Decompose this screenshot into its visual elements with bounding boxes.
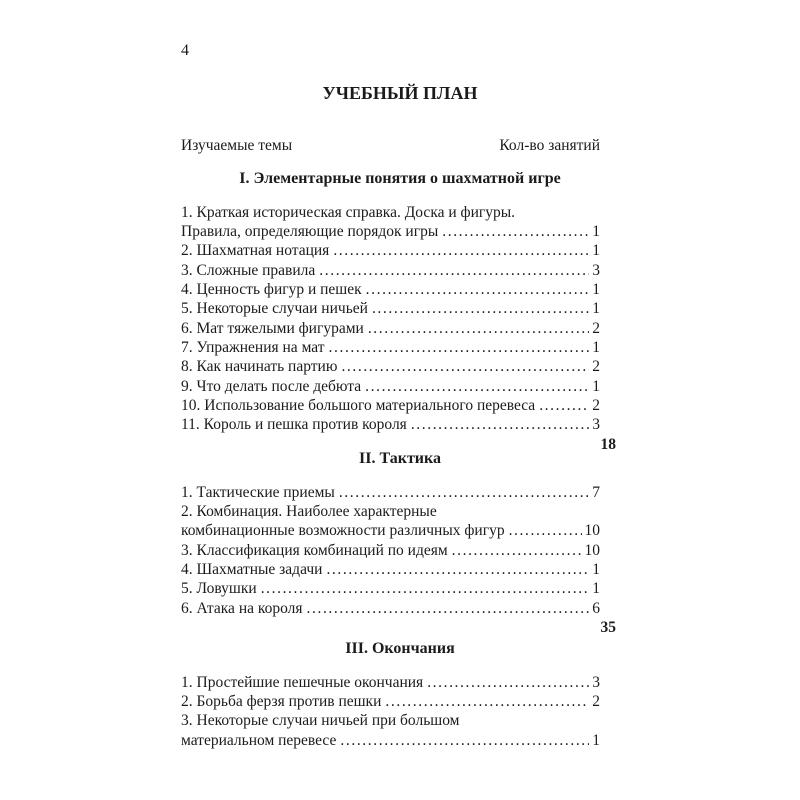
toc-entry bbox=[181, 280, 600, 299]
section-heading: II. Тактика bbox=[359, 450, 441, 467]
section-heading: I. Элементарные понятия о шахматной игре bbox=[239, 170, 561, 187]
section-rows bbox=[181, 483, 616, 638]
lesson-count: 2 bbox=[592, 396, 600, 414]
toc-entry bbox=[181, 222, 600, 241]
toc-entry-text: 3. Некоторые случаи ничьей при большом bbox=[181, 712, 460, 730]
lesson-count: 1 bbox=[592, 338, 600, 356]
toc-section bbox=[0, 169, 800, 454]
toc-entry-text: 5. Некоторые случаи ничьей bbox=[181, 300, 368, 318]
lesson-count: 7 bbox=[592, 483, 600, 501]
dot-leader bbox=[539, 396, 589, 415]
page-number: 4 bbox=[181, 42, 189, 59]
lesson-count: 1 bbox=[592, 560, 600, 578]
toc-entry-text: 9. Что делать после дебюта bbox=[181, 377, 362, 395]
toc-section bbox=[0, 449, 800, 637]
column-header-topics: Изучаемые темы bbox=[181, 137, 293, 154]
toc-entry-text: 11. Король и пешка против короля bbox=[181, 416, 407, 434]
toc-entry bbox=[181, 319, 600, 338]
lesson-count: 1 bbox=[592, 280, 600, 298]
lesson-count: 2 bbox=[592, 319, 600, 337]
dot-leader bbox=[385, 692, 589, 711]
lesson-count: 1 bbox=[592, 222, 600, 240]
dot-leader bbox=[307, 599, 590, 618]
toc-entry bbox=[181, 673, 600, 692]
toc-entry-text: 7. Упражнения на мат bbox=[181, 338, 325, 356]
toc-entry-text: материальном перевесе bbox=[181, 731, 337, 749]
toc-entry-text: 1. Простейшие пешечные окончания bbox=[181, 673, 424, 691]
dot-leader bbox=[411, 415, 589, 434]
toc-entry-text: 3. Классификация комбинаций по идеям bbox=[181, 541, 448, 559]
dot-leader bbox=[319, 261, 589, 280]
toc-entry bbox=[181, 377, 600, 396]
toc-entry bbox=[181, 711, 600, 730]
dot-leader bbox=[339, 483, 589, 502]
toc-entry bbox=[181, 203, 600, 222]
dot-leader bbox=[372, 299, 589, 318]
toc-entry bbox=[181, 396, 600, 415]
dot-leader bbox=[427, 673, 589, 692]
dot-leader bbox=[340, 731, 589, 750]
toc-entry bbox=[181, 560, 600, 579]
dot-leader bbox=[329, 338, 590, 357]
toc-entry-text: 2. Борьба ферзя против пешки bbox=[181, 692, 382, 710]
section-total: 35 bbox=[600, 618, 616, 636]
lesson-count: 3 bbox=[592, 416, 600, 434]
toc-entry-text: 8. Как начинать партию bbox=[181, 358, 338, 376]
column-header-count: Кол-во занятий bbox=[499, 137, 600, 154]
lesson-count: 10 bbox=[584, 541, 600, 559]
dot-leader bbox=[365, 377, 589, 396]
toc-entry bbox=[181, 502, 600, 521]
dot-leader bbox=[333, 241, 589, 260]
lesson-count: 2 bbox=[592, 358, 600, 376]
section-rows bbox=[181, 203, 616, 454]
toc-entry-text: 4. Шахматные задачи bbox=[181, 560, 323, 578]
toc-entry bbox=[181, 692, 600, 711]
column-headers bbox=[181, 136, 600, 155]
toc-entry bbox=[181, 599, 600, 618]
toc-entry-text: 5. Ловушки bbox=[181, 580, 257, 598]
lesson-count: 6 bbox=[592, 599, 600, 617]
section-total: 18 bbox=[600, 435, 616, 453]
lesson-count: 1 bbox=[592, 242, 600, 260]
dot-leader bbox=[341, 357, 589, 376]
toc-entry-text: 6. Мат тяжелыми фигурами bbox=[181, 319, 364, 337]
toc-section bbox=[0, 639, 800, 750]
lesson-count: 1 bbox=[592, 377, 600, 395]
toc-entry bbox=[181, 483, 600, 502]
toc-entry-text: 4. Ценность фигур и пешек bbox=[181, 280, 362, 298]
toc-entry bbox=[181, 261, 600, 280]
page-title: УЧЕБНЫЙ ПЛАН bbox=[322, 83, 478, 103]
toc-entry bbox=[181, 241, 600, 260]
toc-entry-text: Правила, определяющие порядок игры bbox=[181, 222, 439, 240]
toc-entry bbox=[181, 521, 600, 540]
dot-leader bbox=[452, 541, 582, 560]
section-total-row bbox=[181, 618, 616, 637]
toc-entry-text: 10. Использование большого материального перевеса bbox=[181, 396, 536, 414]
lesson-count: 1 bbox=[592, 300, 600, 318]
section-heading: III. Окончания bbox=[345, 640, 455, 657]
toc-entry bbox=[181, 579, 600, 598]
lesson-count: 10 bbox=[584, 522, 600, 540]
lesson-count: 3 bbox=[592, 673, 600, 691]
section-rows bbox=[181, 673, 600, 750]
lesson-count: 1 bbox=[592, 731, 600, 749]
toc-entry bbox=[181, 731, 600, 750]
toc-entry bbox=[181, 541, 600, 560]
lesson-count: 3 bbox=[592, 261, 600, 279]
dot-leader bbox=[442, 222, 589, 241]
toc-entry-text: 1. Краткая историческая справка. Доска и фигуры. bbox=[181, 203, 516, 221]
dot-leader bbox=[366, 280, 590, 299]
toc-entry-text: комбинационные возможности различных фигур bbox=[181, 522, 505, 540]
lesson-count: 2 bbox=[592, 692, 600, 710]
dot-leader bbox=[509, 521, 582, 540]
dot-leader bbox=[368, 319, 589, 338]
toc-entry bbox=[181, 415, 600, 434]
toc-entry bbox=[181, 357, 600, 376]
dot-leader bbox=[261, 579, 590, 598]
toc-entry bbox=[181, 338, 600, 357]
toc-entry-text: 1. Тактические приемы bbox=[181, 483, 335, 501]
toc-entry bbox=[181, 299, 600, 318]
toc-entry-text: 3. Сложные правила bbox=[181, 261, 316, 279]
toc-entry-text: 2. Комбинация. Наиболее характерные bbox=[181, 502, 437, 520]
toc-entry-text: 6. Атака на короля bbox=[181, 599, 303, 617]
toc-entry-text: 2. Шахматная нотация bbox=[181, 242, 330, 260]
lesson-count: 1 bbox=[592, 580, 600, 598]
dot-leader bbox=[326, 560, 589, 579]
